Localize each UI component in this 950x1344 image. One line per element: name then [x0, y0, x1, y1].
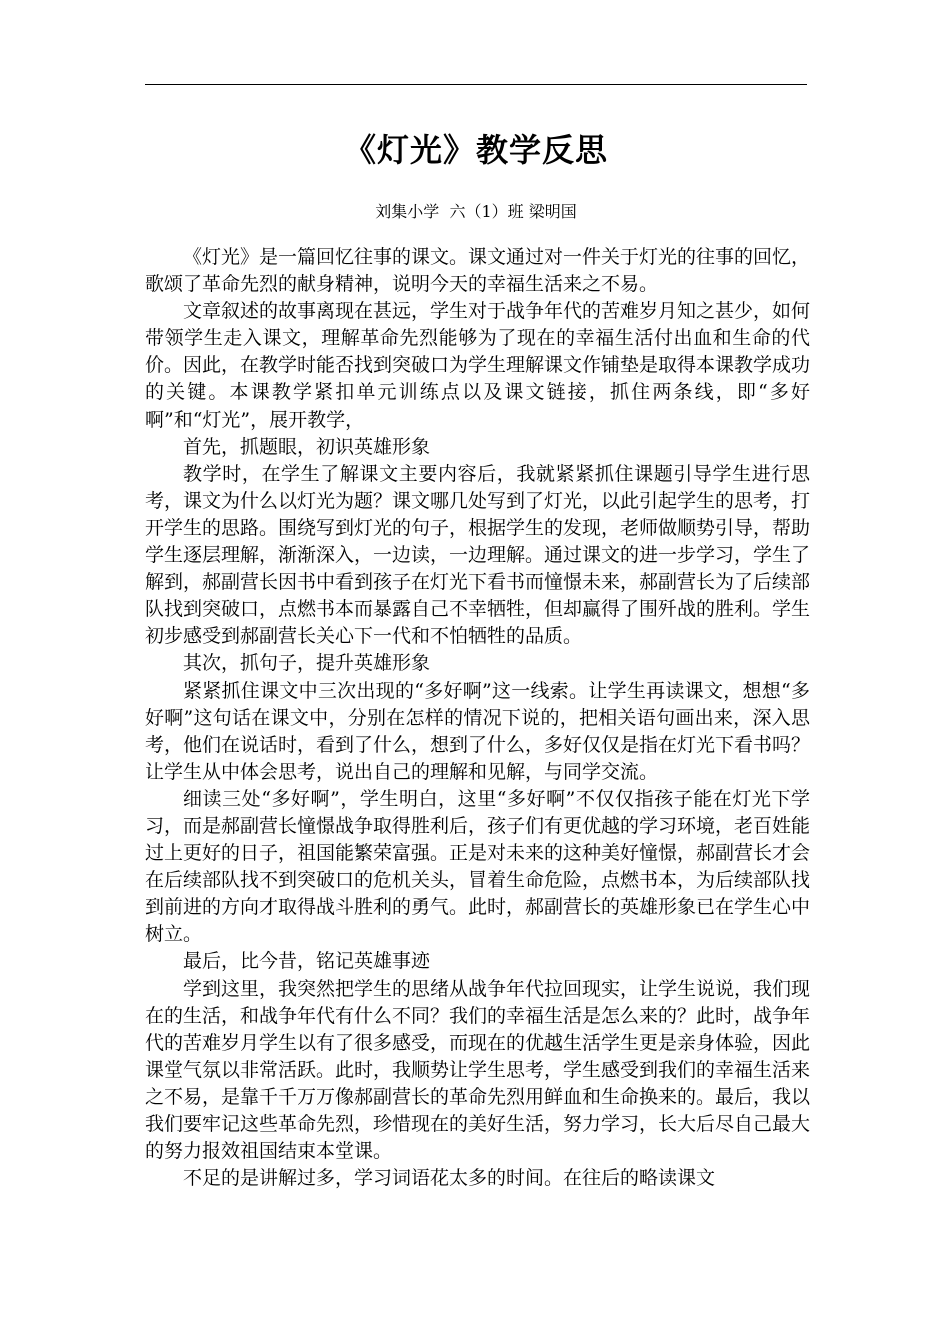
paragraph-intro: 《灯光》是一篇回忆往事的课文。课文通过对一件关于灯光的往事的回忆，歌颂了革命先烈的献身精神，说明今天的幸福生活来之不易。 [145, 246, 811, 296]
section-heading-first: 首先，抓题眼，初识英雄形象 [183, 435, 431, 458]
paragraph-last: 学到这里，我突然把学生的思绪从战争年代拉回现实，让学生说说，我们现在的生活，和战争年代有什么不同？我们的幸福生活是怎么来的？此时，战争年代的苦难岁月学生以有了很多感受，而现在的优越生活学生更是亲身体验，因此课堂气氛以非常活跃。此时，我顺势让学生思考，学生感受到我们的幸福生活来之不易，是靠千千万万像郝副营长的革命先烈用鲜血和生命换来的。最后，我以我们要牢记这些革命先烈，珍惜现在的美好生活，努力学习，长大后尽自己最大的努力报效祖国结束本堂课。 [145, 977, 811, 1163]
paragraph-first: 教学时，在学生了解课文主要内容后，我就紧紧抓住课题引导学生进行思考，课文为什么以灯光为题？课文哪几处写到了灯光，以此引起学生的思考，打开学生的思路。围绕写到灯光的句子，根据学生的发现，老师做顺势引导，帮助学生逐层理解，渐渐深入，一边读，一边理解。通过课文的进一步学习，学生了解到，郝副营长因书中看到孩子在灯光下看书而憧憬未来，郝副营长为了后续部队找到突破口，点燃书本而暴露自己不幸牺牲，但却赢得了围歼战的胜利。学生初步感受到郝副营长关心下一代和不怕牺牲的品质。 [145, 462, 811, 648]
paragraph-background: 文章叙述的故事离现在甚远，学生对于战争年代的苦难岁月知之甚少，如何带领学生走入课文，理解革命先烈能够为了现在的幸福生活付出血和生命的代价。因此，在教学时能否找到突破口为学生理解课文作铺垫是取得本课教学成功的关键。本课教学紧扣单元训练点以及课文链接，抓住两条线，即“多好啊”和“灯光”，展开教学， [145, 300, 811, 431]
paragraph-second: 紧紧抓住课文中三次出现的“多好啊”这一线索。让学生再读课文，想想“多好啊”这句话在课文中，分别在怎样的情况下说的，把相关语句画出来，深入思考，他们在说话时，看到了什么，想到了什么，多好仅仅是指在灯光下看书吗？让学生从中体会思考，说出自己的理解和见解，与同学交流。 [145, 679, 811, 783]
section-heading-last: 最后，比今昔，铭记英雄事迹 [183, 950, 431, 973]
header-rule [145, 84, 807, 85]
article-body [145, 244, 810, 1192]
section-heading-second: 其次，抓句子，提升英雄形象 [183, 652, 431, 675]
paragraph-shortcomings: 不足的是讲解过多，学习词语花太多的时间。在往后的略读课文 [183, 1167, 716, 1190]
page-title: 《灯光》教学反思 [343, 131, 608, 169]
author-byline: 刘集小学 六（1）班 梁明国 [375, 202, 577, 221]
paragraph-second-detail: 细读三处“多好啊”，学生明白，这里“多好啊”不仅仅指孩子能在灯光下学习，而是郝副营长憧憬战争取得胜利后，孩子们有更优越的学习环境，老百姓能过上更好的日子，祖国能繁荣富强。正是对未来的这种美好憧憬，郝副营长才会在后续部队找不到突破口的危机关头，冒着生命危险，点燃书本，为后续部队找到前进的方向才取得战斗胜利的勇气。此时，郝副营长的英雄形象已在学生心中树立。 [145, 787, 811, 946]
